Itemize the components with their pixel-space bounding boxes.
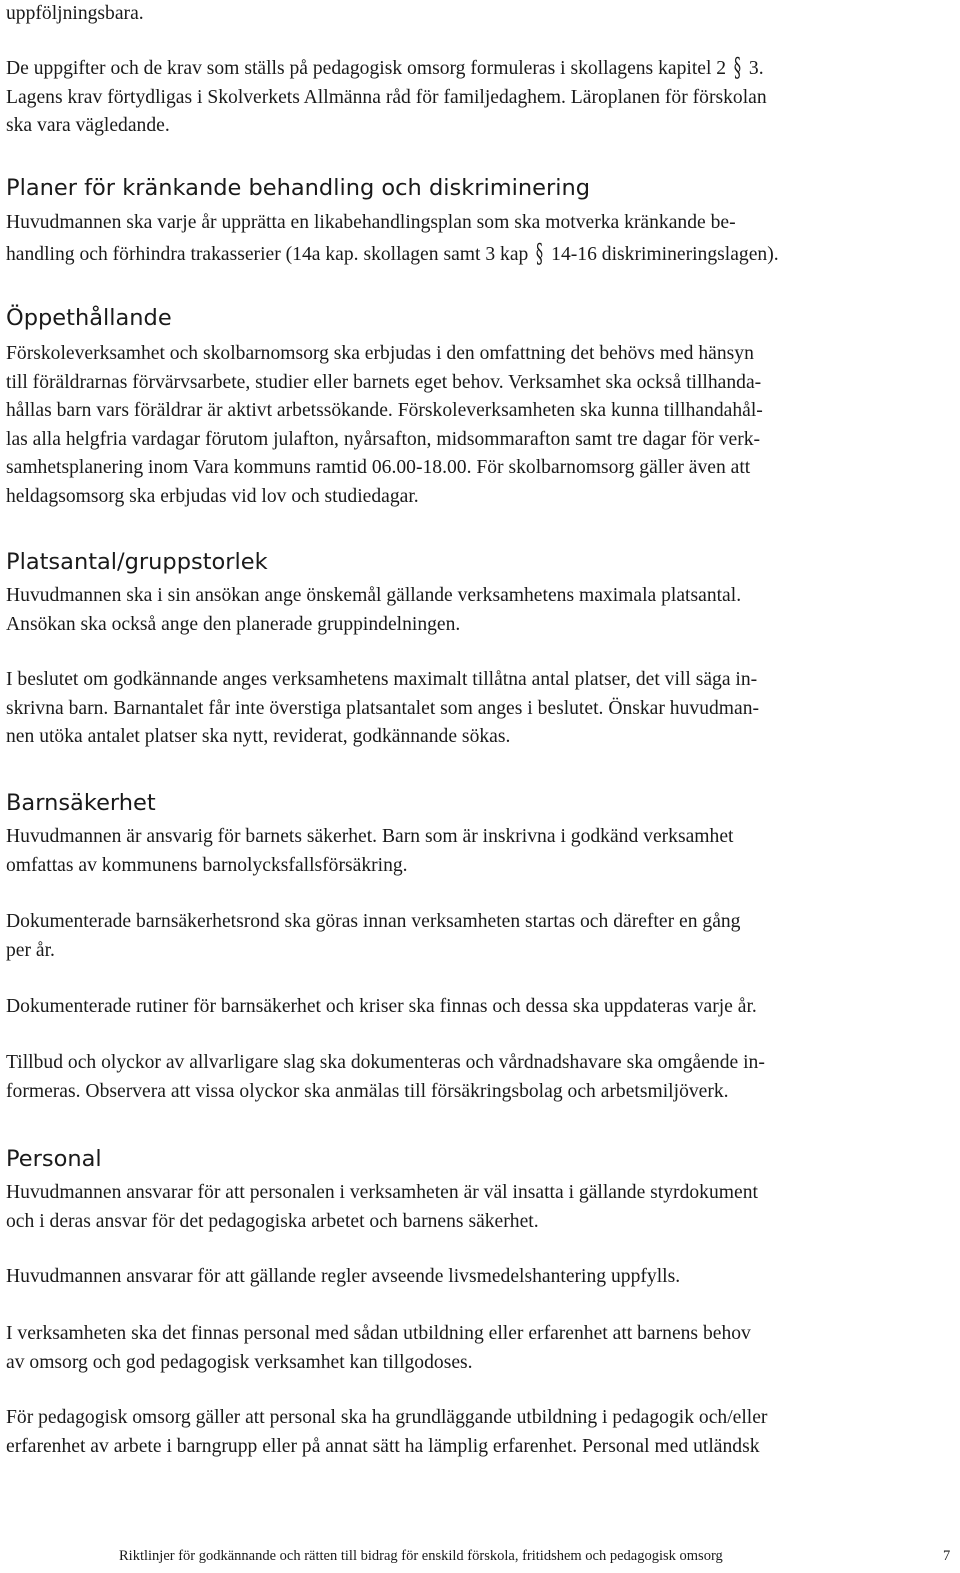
text-line: las alla helgfria vardagar förutom julafton, nyårsafton, midsommarafton samt tre dagar för verk- bbox=[6, 428, 761, 450]
text-line: nen utöka antalet platser ska nytt, reviderat, godkännande sökas. bbox=[6, 726, 511, 747]
text-line bbox=[6, 238, 954, 270]
text-line: av omsorg och god pedagogisk verksamhet kan tillgodoses. bbox=[6, 1351, 473, 1373]
text-line: Förskoleverksamhet och skolbarnomsorg ska erbjudas i den omfattning det behövs med hänsyn bbox=[6, 343, 754, 364]
text-line: I verksamheten ska det finnas personal med sådan utbildning eller erfarenhet att barnens behov bbox=[6, 1323, 751, 1344]
text-span: De uppgifter och de krav som ställs på pedagogisk omsorg formuleras i skollagens kapitel 2 bbox=[6, 58, 727, 79]
text-line: Huvudmannen ansvarar för att gällande regler avseende livsmedelshantering uppfylls. bbox=[6, 1266, 681, 1287]
text-line: till föräldrarnas förvärvsarbete, studier eller barnets eget behov. Verksamhet ska också tillhanda- bbox=[6, 371, 762, 393]
text-line: Ansökan ska också ange den planerade gruppindelningen. bbox=[6, 613, 461, 635]
heading-barnsakerhet: Barnsäkerhet bbox=[6, 790, 156, 816]
text-line: samhetsplanering inom Vara kommuns ramtid 06.00-18.00. För skolbarnomsorg gäller även att bbox=[6, 457, 751, 478]
paragraph-oppethallande bbox=[6, 340, 954, 511]
heading-platsantal: Platsantal/gruppstorlek bbox=[6, 549, 268, 575]
text-line: heldagsomsorg ska erbjudas vid lov och studiedagar. bbox=[6, 485, 419, 507]
paragraph-personal-2 bbox=[6, 1263, 954, 1292]
text-line: ska vara vägledande. bbox=[6, 115, 170, 136]
text-line: hållas barn vars föräldrar är aktivt arbetssökande. Förskoleverksamheten ska kunna tillhandahål- bbox=[6, 400, 763, 421]
page-footer bbox=[0, 1546, 960, 1566]
text-line: erfarenhet av arbete i barngrupp eller på annat sätt ha lämplig erfarenhet. Personal med utländsk bbox=[6, 1435, 760, 1457]
text-line: I beslutet om godkännande anges verksamhetens maximalt tillåtna antal platser, det vill säga in- bbox=[6, 669, 758, 690]
paragraph-planer bbox=[6, 209, 954, 269]
section-symbol: § bbox=[536, 238, 544, 269]
paragraph-personal-3 bbox=[6, 1320, 954, 1377]
text-span: 3. bbox=[748, 58, 764, 79]
text-span: handling och förhindra trakasserier (14a kap. skollagen samt 3 kap bbox=[6, 243, 529, 265]
text-line: Huvudmannen ska varje år upprätta en likabehandlingsplan som ska motverka kränkande be- bbox=[6, 212, 736, 233]
text-line: uppföljningsbara. bbox=[6, 3, 144, 24]
paragraph-barnsakerhet-1 bbox=[6, 823, 954, 880]
paragraph-platsantal-1 bbox=[6, 582, 954, 639]
text-line: omfattas av kommunens barnolycksfallsförsäkring. bbox=[6, 854, 408, 876]
paragraph-barnsakerhet-4 bbox=[6, 1049, 954, 1106]
text-span: diskrimineringslagen). bbox=[601, 243, 779, 265]
paragraph-barnsakerhet-2 bbox=[6, 908, 954, 965]
heading-oppethallande: Öppethållande bbox=[6, 305, 172, 331]
paragraph-continuation bbox=[6, 0, 954, 29]
footer-title: Riktlinjer för godkännande och rätten till bidrag för enskild förskola, fritidshem och pedagogisk omsorg bbox=[119, 1548, 723, 1564]
text-line: Huvudmannen ska i sin ansökan ange önskemål gällande verksamhetens maximala platsantal. bbox=[6, 585, 742, 606]
paragraph-pedagogisk-omsorg bbox=[6, 52, 954, 141]
text-line: per år. bbox=[6, 939, 55, 961]
text-line: skrivna barn. Barnantalet får inte överstiga platsantalet som anges i beslutet. Önskar huvudman- bbox=[6, 697, 760, 719]
text-line: Lagens krav förtydligas i Skolverkets Allmänna råd för familjedaghem. Läroplanen för förskolan bbox=[6, 86, 767, 108]
paragraph-personal-1 bbox=[6, 1179, 954, 1236]
text-span: 14-16 bbox=[551, 243, 597, 265]
text-line: Dokumenterade barnsäkerhetsrond ska göras innan verksamheten startas och därefter en gång bbox=[6, 911, 741, 932]
text-line bbox=[6, 52, 954, 84]
text-line: formeras. Observera att vissa olyckor ska anmälas till försäkringsbolag och arbetsmiljöverk. bbox=[6, 1080, 729, 1102]
paragraph-platsantal-2 bbox=[6, 666, 954, 752]
text-line: Huvudmannen är ansvarig för barnets säkerhet. Barn som är inskrivna i godkänd verksamhet bbox=[6, 826, 734, 847]
heading-planer: Planer för kränkande behandling och diskriminering bbox=[6, 175, 591, 201]
text-line: och i deras ansvar för det pedagogiska arbetet och barnens säkerhet. bbox=[6, 1210, 539, 1232]
heading-personal: Personal bbox=[6, 1146, 102, 1172]
paragraph-barnsakerhet-3 bbox=[6, 993, 954, 1022]
section-symbol: § bbox=[733, 53, 742, 83]
text-line: Huvudmannen ansvarar för att personalen i verksamheten är väl insatta i gällande styrdokument bbox=[6, 1182, 758, 1203]
text-line: Dokumenterade rutiner för barnsäkerhet och kriser ska finnas och dessa ska uppdateras varje år. bbox=[6, 996, 757, 1017]
page-number: 7 bbox=[943, 1548, 951, 1564]
text-line: Tillbud och olyckor av allvarligare slag ska dokumenteras och vårdnadshavare ska omgående in- bbox=[6, 1052, 765, 1073]
text-line: För pedagogisk omsorg gäller att personal ska ha grundläggande utbildning i pedagogik och/eller bbox=[6, 1407, 768, 1428]
paragraph-personal-4 bbox=[6, 1404, 954, 1461]
